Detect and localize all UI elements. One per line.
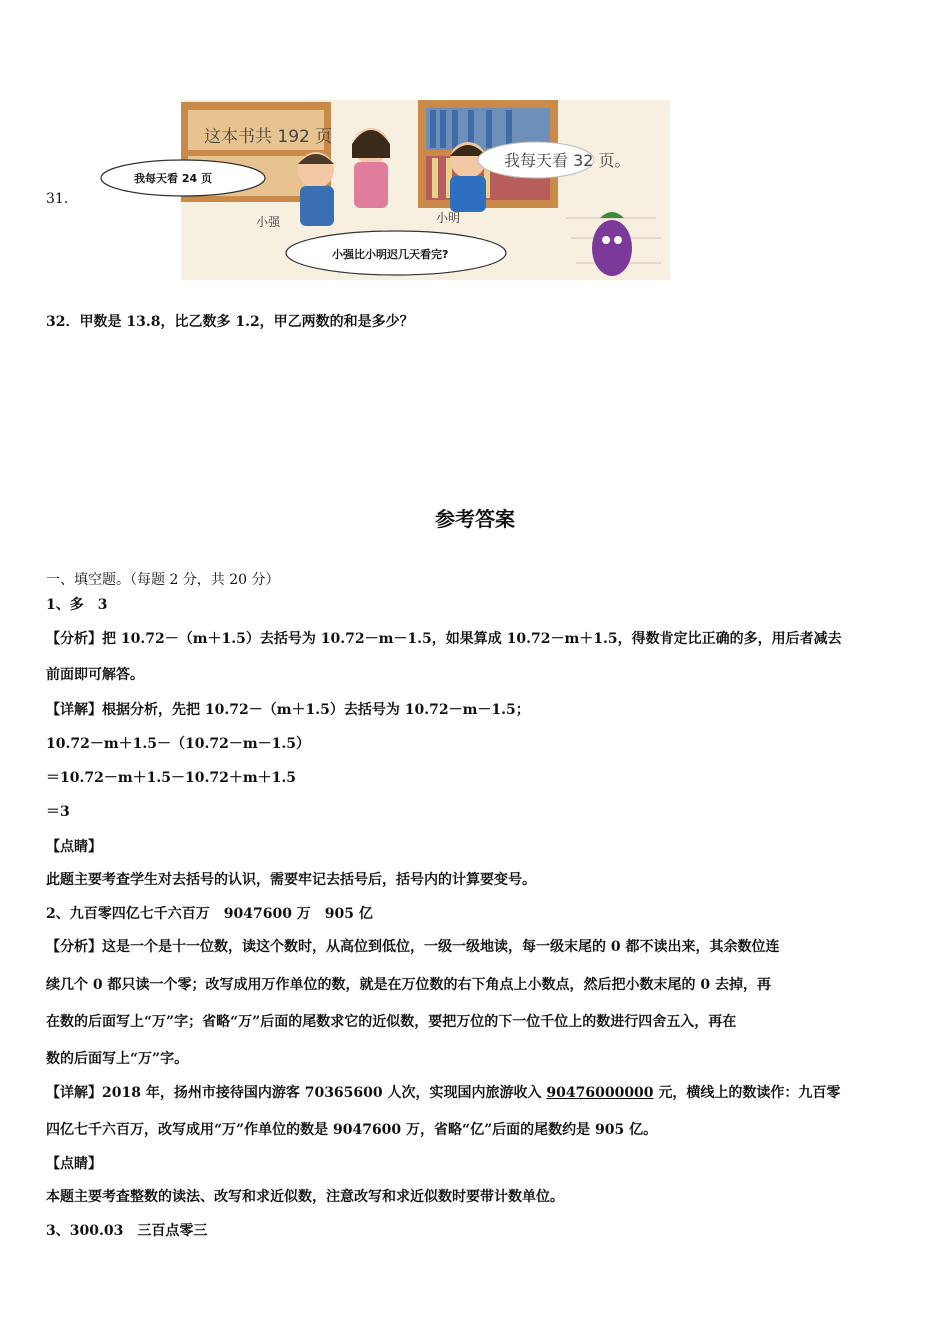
illustration-text-right: 我每天看 32 页。 [504,151,631,170]
answer-2-detail-line-1 [46,1082,840,1102]
illustration-text-top: 这本书共 192 页 [204,127,333,147]
answer-2-dianjing-label: 【点睛】 [46,1156,102,1172]
answer-2-analysis-line-1: 【分析】这是一个是十一位数，读这个数时，从高位到低位，一级一级地读，每一级末尾的 0 都不读出来，其余数位连 [46,939,780,955]
answer-1-step-1: 10.72－m＋1.5－（10.72－m－1.5） [46,736,311,752]
answer-3-head: 3、300.03 三百点零三 [46,1223,208,1239]
answer-2-underlined-number: 90476000000 [546,1085,654,1101]
boy-xiaoqiang [298,152,334,226]
answer-2-note: 本题主要考查整数的读法、改写和求近似数，注意改写和求近似数时要带计数单位。 [46,1189,564,1205]
answer-2-detail-pre: 【详解】2018 年，扬州市接待国内游客 70365600 人次，实现国内旅游收入 [46,1085,547,1101]
answer-1-head: 1、多 3 [46,597,108,613]
answer-1-analysis-line-1: 【分析】把 10.72－（m＋1.5）去括号为 10.72－m－1.5，如果算成 10.72－m＋1.5，得数肯定比正确的多，用后者减去 [46,631,842,647]
answer-1-note: 此题主要考查学生对去括号的认识，需要牢记去括号后，括号内的计算要变号。 [46,872,536,888]
answer-1-detail: 【详解】根据分析，先把 10.72－（m＋1.5）去括号为 10.72－m－1.5； [46,702,530,718]
question-31-illustration [96,98,670,282]
answer-1-dianjing-label: 【点睛】 [46,839,102,855]
answer-2-detail-post: 元，横线上的数读作：九百零 [653,1085,841,1101]
illustration-text-bottom: 小强比小明迟几天看完? [332,248,449,261]
illustration-name-left: 小强 [256,215,281,229]
answer-2-detail-line-2: 四亿七千六百万，改写成用“万”作单位的数是 9047600 万，省略“亿”后面的尾数约是 905 亿。 [46,1122,658,1138]
question-32: 32．甲数是 13.8，比乙数多 1.2，甲乙两数的和是多少？ [46,314,414,330]
answer-2-analysis-line-3: 在数的后面写上“万”字；省略“万”后面的尾数求它的近似数，要把万位的下一位千位上的数进行四舍五入，再在 [46,1014,737,1030]
girl-figure [352,128,390,208]
answer-1-analysis-line-2: 前面即可解答。 [46,667,144,683]
answer-1-step-2: ＝10.72－m＋1.5－10.72＋m＋1.5 [46,770,297,786]
question-31-number: 31. [46,191,69,207]
answer-2-analysis-line-4: 数的后面写上“万”字。 [46,1051,189,1067]
illustration-text-left: 我每天看 24 页 [134,172,212,185]
answer-title: 参考答案 [435,507,515,531]
answer-1-step-3: ＝3 [46,804,70,820]
boy-xiaoming [450,142,486,212]
answer-2-analysis-line-2: 续几个 0 都只读一个零；改写成用万作单位的数，就是在万位数的右下角点上小数点，然后把小数末尾的 0 去掉，再 [46,977,771,993]
section-heading: 一、填空题。（每题 2 分，共 20 分） [46,572,280,588]
answer-2-head: 2、九百零四亿七千六百万 9047600 万 905 亿 [46,906,373,922]
illustration-name-right: 小明 [436,211,461,225]
